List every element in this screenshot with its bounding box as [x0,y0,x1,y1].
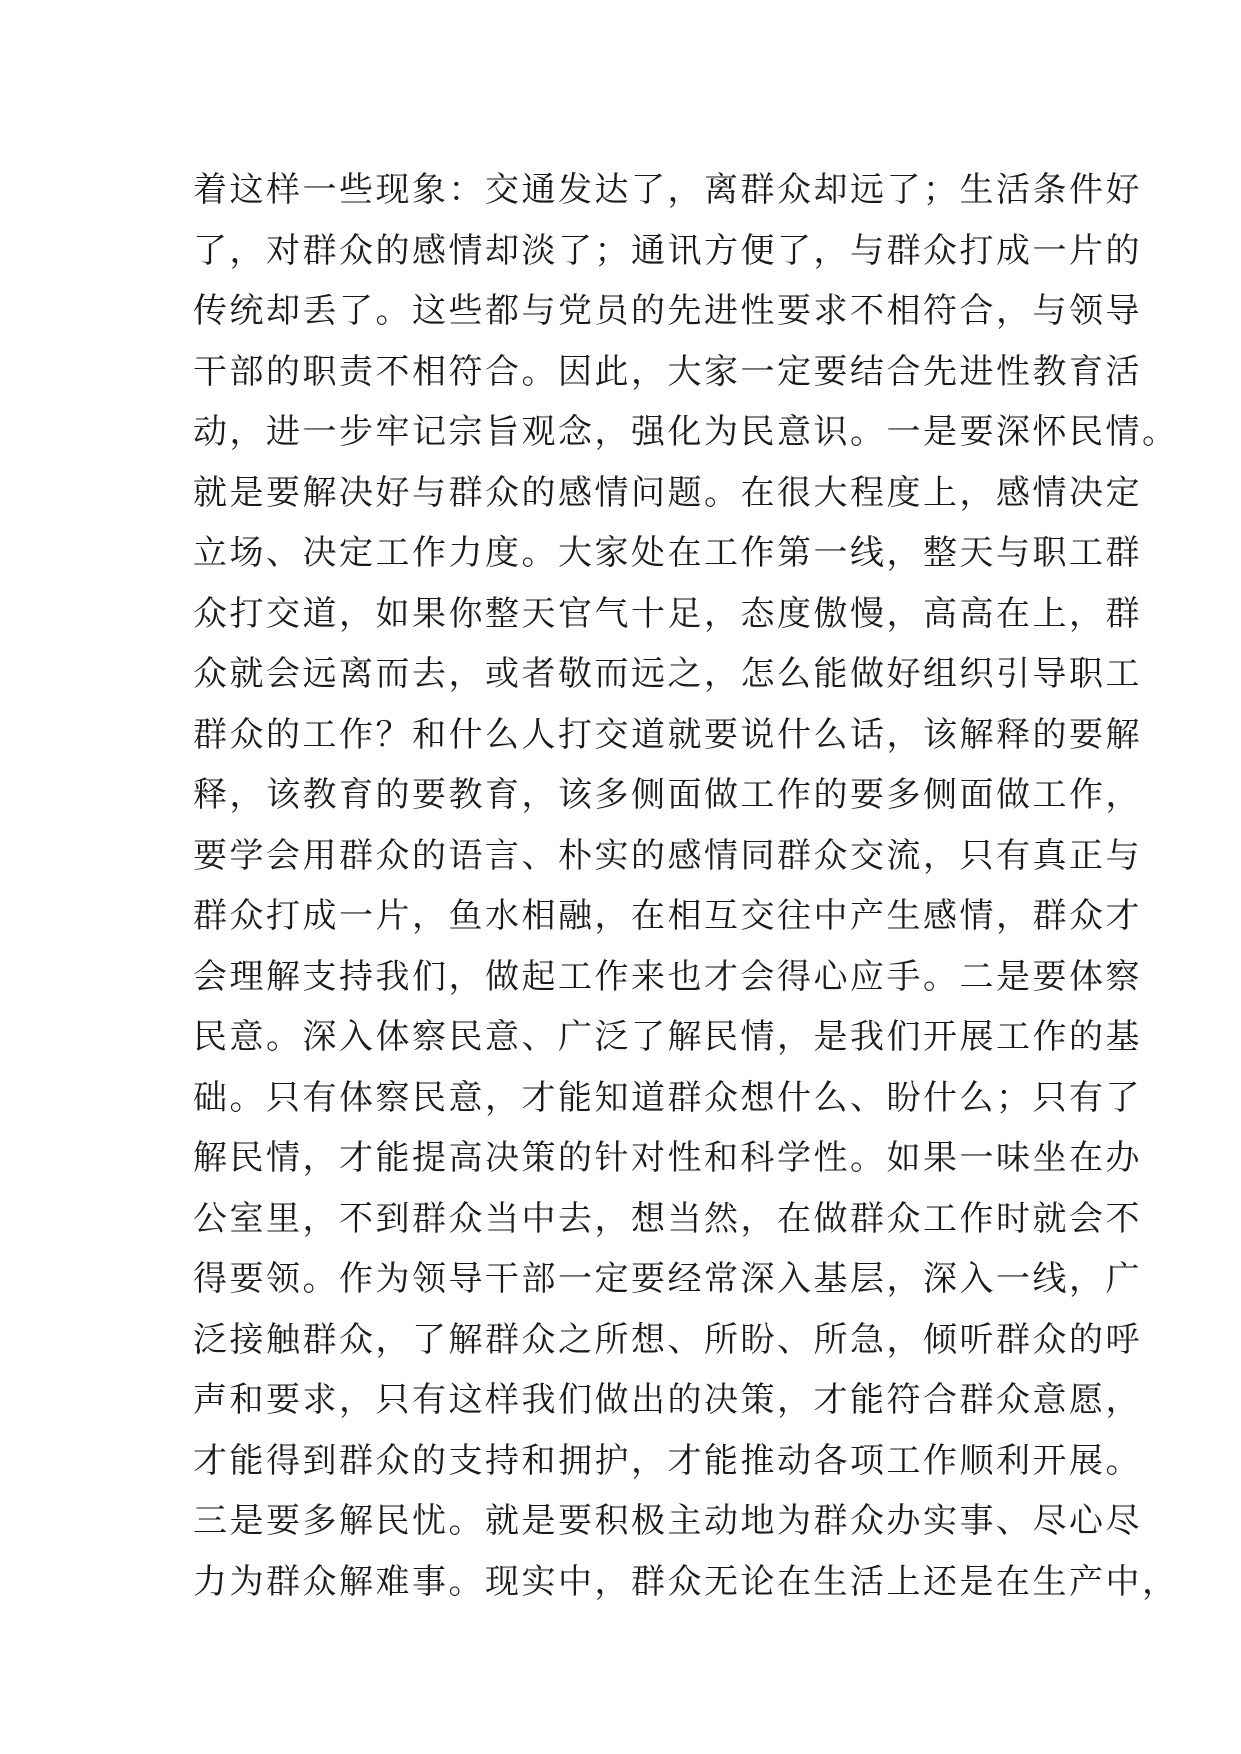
text-line: 泛接触群众，了解群众之所想、所盼、所急，倾听群众的呼 [193,1319,1142,1360]
text-line: 础。只有体察民意，才能知道群众想什么、盼什么；只有了 [193,1077,1142,1118]
text-line: 要学会用群众的语言、朴实的感情同群众交流，只有真正与 [193,835,1142,876]
text-line: 声和要求，只有这样我们做出的决策，才能符合群众意愿， [193,1380,1142,1420]
text-line: 立场、决定工作力度。大家处在工作第一线，整天与职工群 [193,533,1142,573]
text-line: 传统却丢了。这些都与党员的先进性要求不相符合，与领导 [193,291,1142,331]
body-text [193,160,1179,1612]
text-line: 着这样一些现象：交通发达了，离群众却远了；生活条件好 [193,170,1142,210]
text-line: 会理解支持我们，做起工作来也才会得心应手。二是要体察 [193,956,1142,997]
text-line: 释，该教育的要教育，该多侧面做工作的要多侧面做工作， [193,775,1142,815]
text-line: 得要领。作为领导干部一定要经常深入基层，深入一线，广 [193,1259,1142,1299]
text-line: 干部的职责不相符合。因此，大家一定要结合先进性教育活 [193,351,1142,392]
text-line: 解民情，才能提高决策的针对性和科学性。如果一味坐在办 [193,1138,1142,1178]
text-line: 力为群众解难事。现实中，群众无论在生活上还是在生产中， [193,1561,1179,1602]
text-line: 群众打成一片，鱼水相融，在相互交往中产生感情，群众才 [193,896,1142,936]
text-line: 三是要多解民忧。就是要积极主动地为群众办实事、尽心尽 [193,1501,1142,1541]
text-line: 就是要解决好与群众的感情问题。在很大程度上，感情决定 [193,472,1142,513]
text-line: 众就会远离而去，或者敬而远之，怎么能做好组织引导职工 [193,654,1142,694]
text-line: 了，对群众的感情却淡了；通讯方便了，与群众打成一片的 [193,230,1142,271]
text-line: 众打交道，如果你整天官气十足，态度傲慢，高高在上，群 [193,593,1142,634]
text-line: 公室里，不到群众当中去，想当然，在做群众工作时就会不 [193,1198,1142,1239]
text-line: 民意。深入体察民意、广泛了解民情，是我们开展工作的基 [193,1017,1142,1057]
text-line: 才能得到群众的支持和拥护，才能推动各项工作顺利开展。 [193,1440,1142,1481]
text-line: 动，进一步牢记宗旨观念，强化为民意识。一是要深怀民情。 [193,412,1179,452]
text-line: 群众的工作？和什么人打交道就要说什么话，该解释的要解 [193,714,1142,755]
